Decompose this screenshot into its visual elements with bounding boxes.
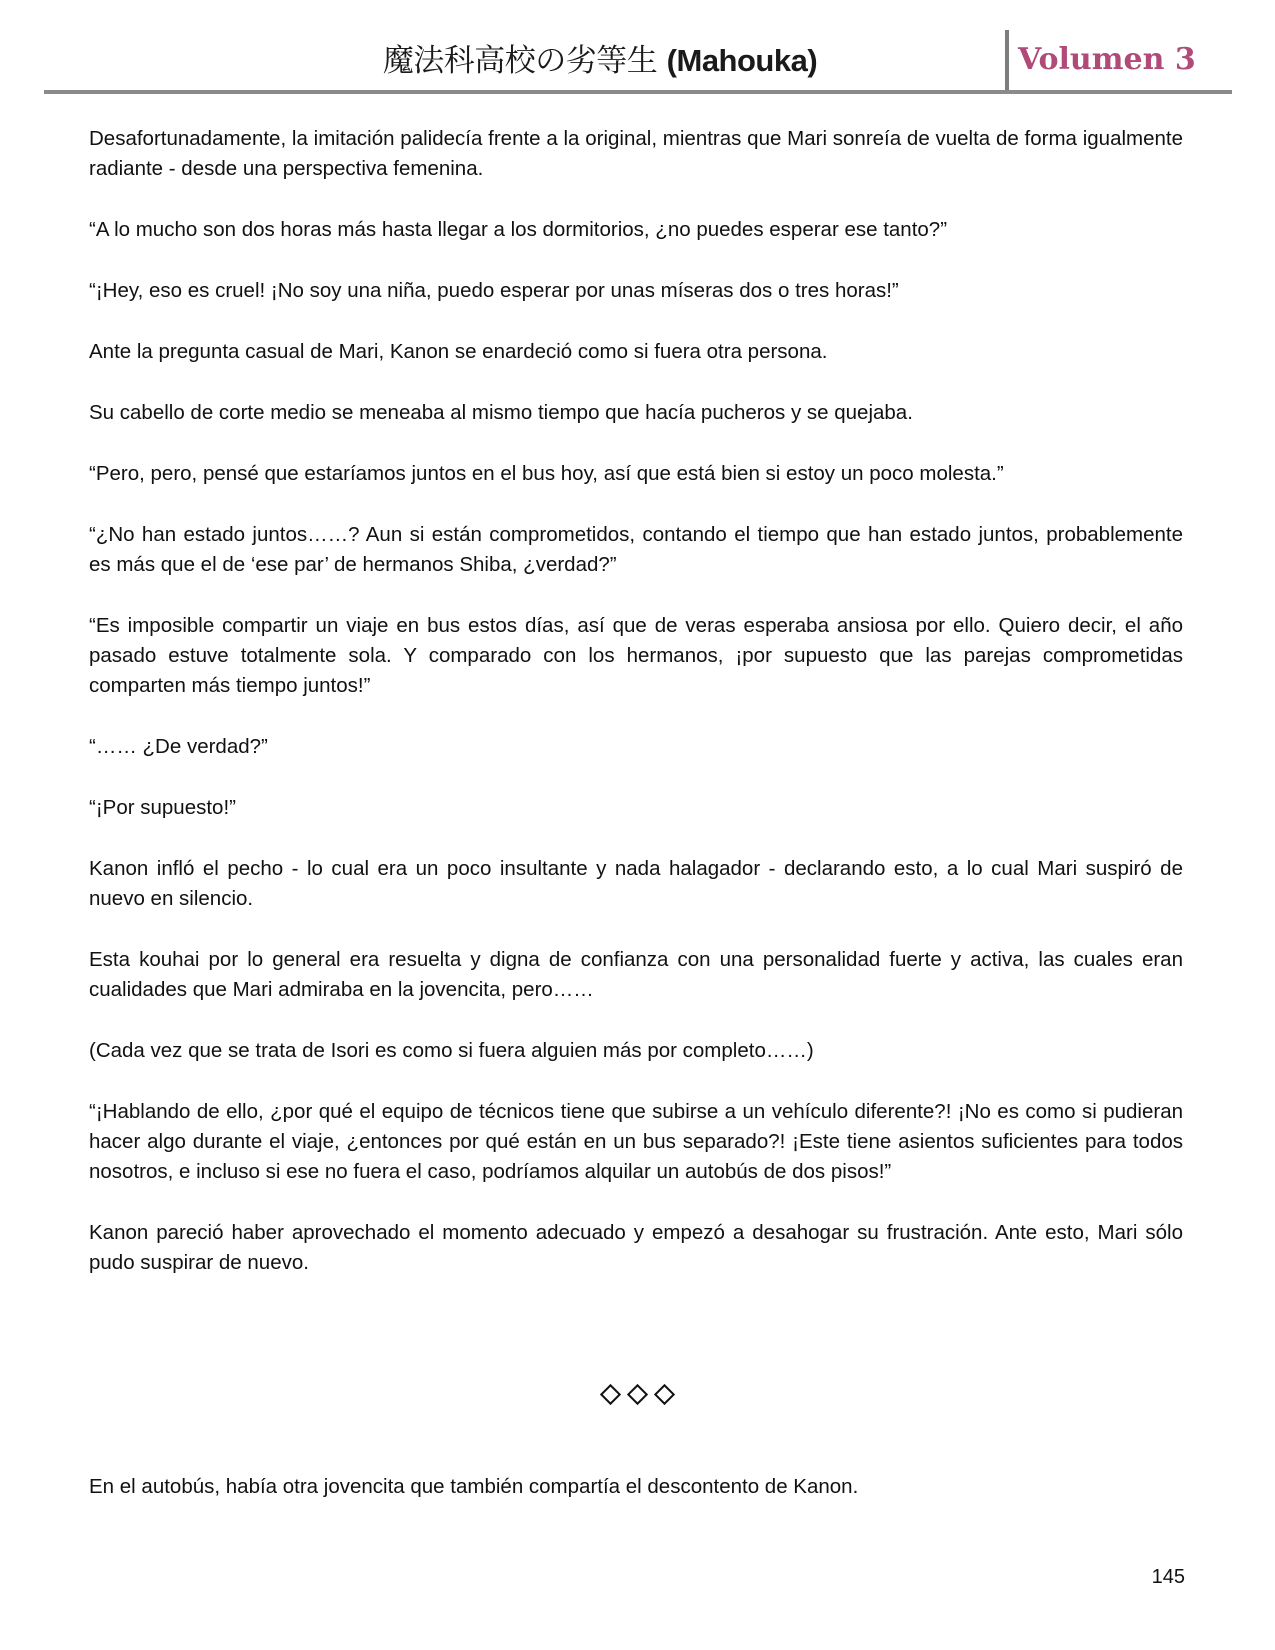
- paragraph: Su cabello de corte medio se meneaba al mismo tiempo que hacía pucheros y se quejaba.: [89, 401, 913, 424]
- paragraph: Desafortunadamente, la imitación palidecía frente a la original, mientras que Mari sonreía de vuelta de forma igualmente radiante - desde una perspectiva femenina.: [89, 127, 1183, 180]
- body-text: [89, 124, 1183, 1309]
- book-title-japanese: 魔法科高校の劣等生: [382, 43, 658, 79]
- book-title: [200, 36, 1000, 86]
- paragraph: “Pero, pero, pensé que estaríamos juntos en el bus hoy, así que está bien si estoy un poco molesta.”: [89, 462, 1004, 485]
- paragraph: “A lo mucho son dos horas más hasta llegar a los dormitorios, ¿no puedes esperar ese tanto?”: [89, 218, 948, 241]
- diamond-outline-icon: [627, 1383, 648, 1404]
- paragraph: “Es imposible compartir un viaje en bus estos días, así que de veras esperaba ansiosa por ello. Quiero decir, el año pasado estuve totalmente sola. Y comparado con los hermanos, ¡por supuesto que las parejas comprometidas comparten más tiempo juntos!”: [89, 614, 1183, 697]
- paragraph: “¡Por supuesto!”: [89, 796, 236, 819]
- closing-paragraph: En el autobús, había otra jovencita que también compartía el descontento de Kanon.: [89, 1475, 859, 1498]
- paragraph: Kanon pareció haber aprovechado el momento adecuado y empezó a desahogar su frustración. Ante esto, Mari sólo pudo suspirar de nuevo.: [89, 1221, 1183, 1274]
- paragraph: “¡Hey, eso es cruel! ¡No soy una niña, puedo esperar por unas míseras dos o tres horas!”: [89, 279, 899, 302]
- paragraph: Ante la pregunta casual de Mari, Kanon se enardeció como si fuera otra persona.: [89, 340, 828, 363]
- header-rule: [44, 90, 1232, 94]
- paragraph: “…… ¿De verdad?”: [89, 735, 268, 758]
- paragraph: (Cada vez que se trata de Isori es como si fuera alguien más por completo……): [89, 1039, 814, 1062]
- scene-separator: [0, 1374, 1275, 1414]
- header-divider: [1005, 30, 1009, 92]
- page-number: 145: [1151, 1566, 1185, 1588]
- diamond-outline-icon: [654, 1383, 675, 1404]
- paragraph: “¿No han estado juntos……? Aun si están comprometidos, contando el tiempo que han estado juntos, probablemente es más que el de ‘ese par’ de hermanos Shiba, ¿verdad?”: [89, 523, 1183, 576]
- diamond-outline-icon: [600, 1383, 621, 1404]
- paragraph: Esta kouhai por lo general era resuelta y digna de confianza con una personalidad fuerte y activa, las cuales eran cualidades que Mari admiraba en la jovencita, pero……: [89, 948, 1183, 1001]
- volume-label: Volumen 3: [1018, 42, 1196, 77]
- paragraph: “¡Hablando de ello, ¿por qué el equipo de técnicos tiene que subirse a un vehículo diferente?! ¡No es como si pudieran hacer algo durante el viaje, ¿entonces por qué están en un bus separado?! ¡Este tiene asientos suficientes para todos nosotros, e incluso si ese no fuera el caso, podríamos alquilar un autobús de dos pisos!”: [89, 1100, 1183, 1183]
- paragraph: Kanon infló el pecho - lo cual era un poco insultante y nada halagador - declarando esto, a lo cual Mari suspiró de nuevo en silencio.: [89, 857, 1183, 910]
- book-title-latin: (Mahouka): [666, 43, 818, 78]
